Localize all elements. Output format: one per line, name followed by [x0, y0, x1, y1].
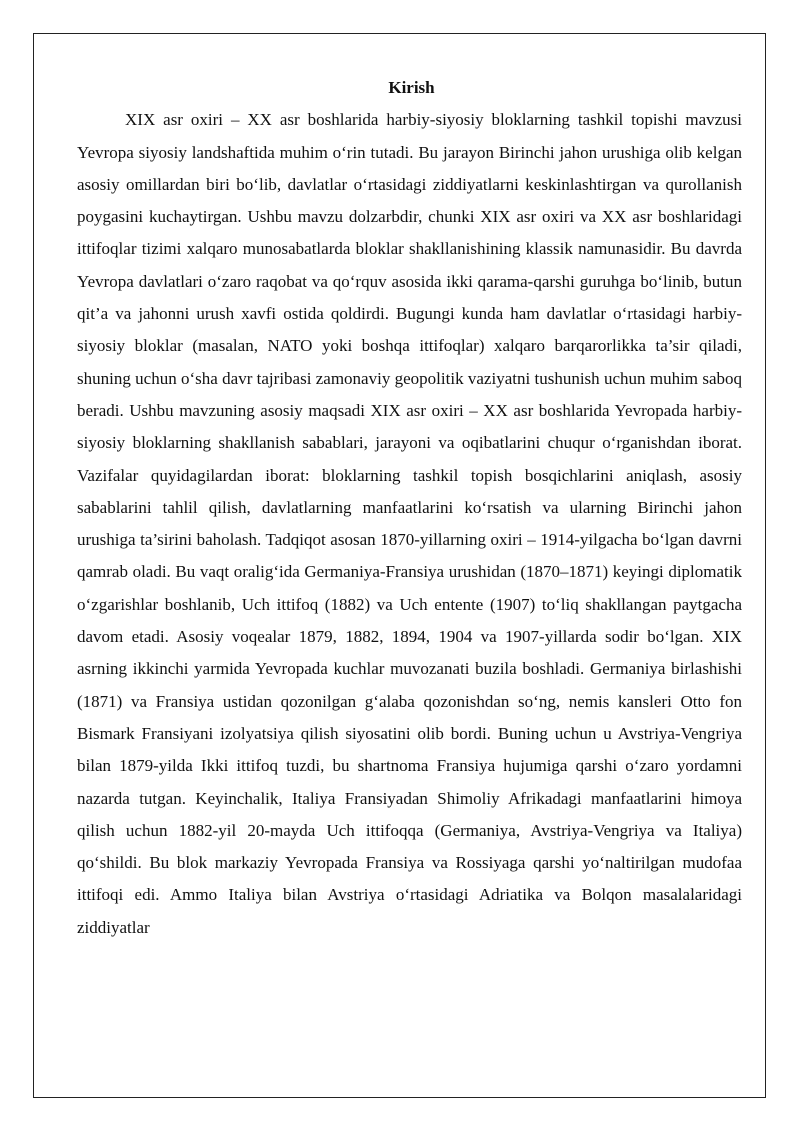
document-body [77, 72, 742, 944]
document-title: Kirish [388, 78, 435, 97]
body-paragraph: XIX asr oxiri – XX asr boshlarida harbiy-siyosiy bloklarning tashkil topishi mavzusi Yevropa siyosiy landshaftida muhim o‘rin tutadi. Bu jarayon Birinchi jahon urushiga olib kelgan asosiy omillardan biri bo‘lib, davlatlar o‘rtasidagi ziddiyatlarni keskinlashtirgan va qurollanish poygasini kuchaytirgan. Ushbu mavzu dolzarbdir, chunki XIX asr oxiri va XX asr boshlaridagi ittifoqlar tizimi xalqaro munosabatlarda bloklar shakllanishining klassik namunasidir. Bu davrda Yevropa davlatlari o‘zaro raqobat va qo‘rquv asosida ikki qarama-qarshi guruhga bo‘linib, butun qit’a va jahonni urush xavfi ostida qoldirdi. Bugungi kunda ham davlatlar o‘rtasidagi harbiy-siyosiy bloklar (masalan, NATO yoki boshqa ittifoqlar) xalqaro barqarorlikka ta’sir qiladi, shuning uchun o‘sha davr tajribasi zamonaviy geopolitik vaziyatni tushunish uchun muhim saboq beradi. Ushbu mavzuning asosiy maqsadi XIX asr oxiri – XX asr boshlarida Yevropada harbiy-siyosiy bloklarning shakllanish sabablari, jarayoni va oqibatlarini chuqur o‘rganishdan iborat. Vazifalar quyidagilardan iborat: bloklarning tashkil topish bosqichlarini aniqlash, asosiy sabablarini tahlil qilish, davlatlarning manfaatlarini ko‘rsatish va ularning Birinchi jahon urushiga ta’sirini baholash. Tadqiqot asosan 1870-yillarning oxiri – 1914-yilgacha bo‘lgan davrni qamrab oladi. Bu vaqt oralig‘ida Germaniya-Fransiya urushidan (1870–1871) keyingi diplomatik o‘zgarishlar boshlanib, Uch ittifoq (1882) va Uch entente (1907) to‘liq shakllangan paytgacha davom etadi. Asosiy voqealar 1879, 1882, 1894, 1904 va 1907-yillarda sodir bo‘lgan. XIX asrning ikkinchi yarmida Yevropada kuchlar muvozanati buzila boshladi. Germaniya birlashishi (1871) va Fransiya ustidan qozonilgan g‘alaba qozonishdan so‘ng, nemis kansleri Otto fon Bismark Fransiyani izolyatsiya qilish siyosatini olib bordi. Buning uchun u Avstriya-Vengriya bilan 1879-yilda Ikki ittifoq tuzdi, bu shartnoma Fransiya hujumiga qarshi o‘zaro yordamni nazarda tutgan. Keyinchalik, Italiya Fransiyadan Shimoliy Afrikadagi manfaatlarini himoya qilish uchun 1882-yil 20-mayda Uch ittifoqqa (Germaniya, Avstriya-Vengriya va Italiya) qo‘shildi. Bu blok markaziy Yevropada Fransiya va Rossiyaga qarshi yo‘naltirilgan mudofaa ittifoqi edi. Ammo Italiya bilan Avstriya o‘rtasidagi Adriatika va Bolqon masalalaridagi ziddiyatlar [77, 110, 742, 937]
